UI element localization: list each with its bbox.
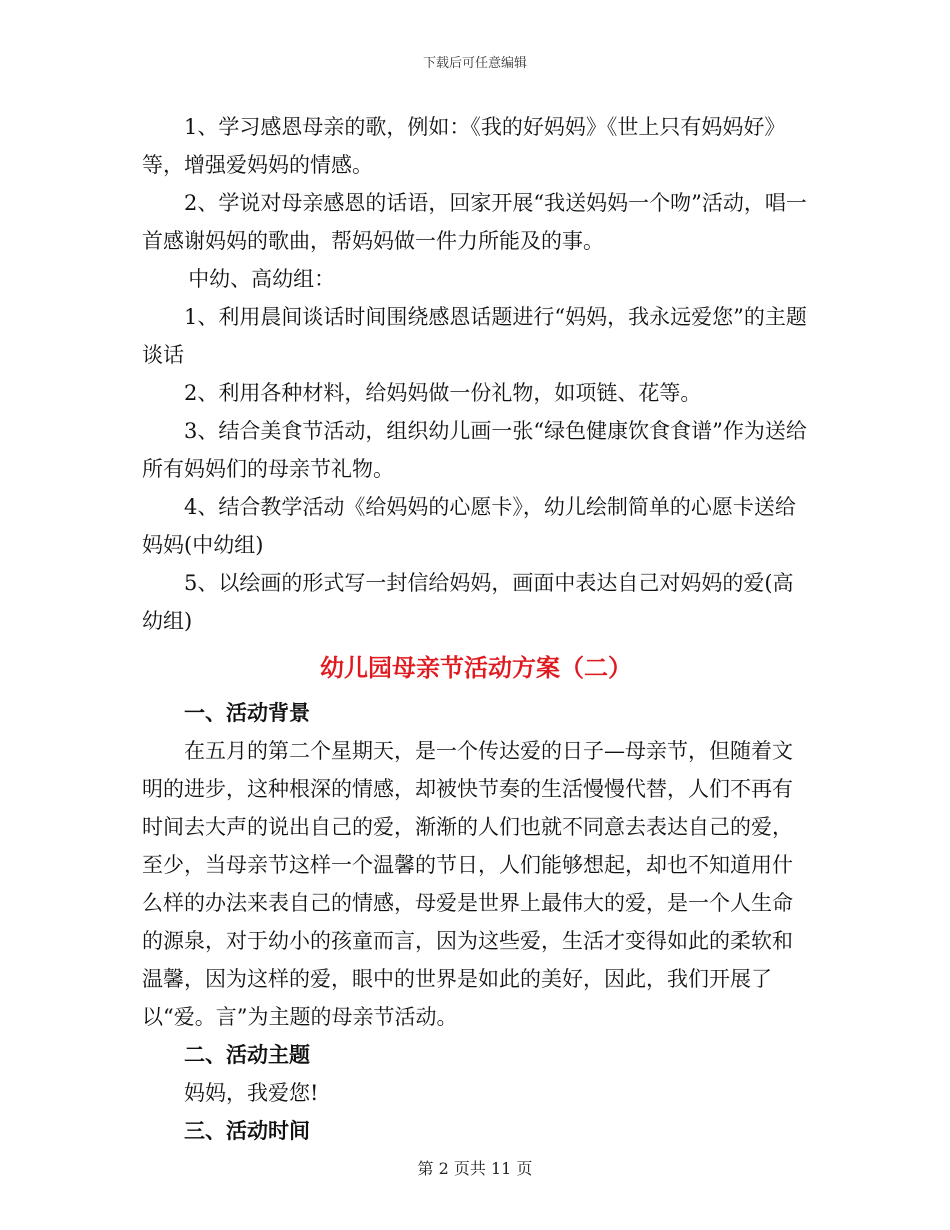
paragraph-talk: 1、利用晨间谈话时间围绕感恩话题进行“妈妈，我永远爱您”的主题谈话 [142, 305, 807, 367]
paragraph-theme: 妈妈，我爱您! [184, 1081, 319, 1105]
paragraph-group-label: 中幼、高幼组： [188, 267, 336, 291]
heading-background: 一、活动背景 [184, 700, 310, 725]
page-number: 第 2 页共 11 页 [417, 1159, 533, 1178]
paragraph-recipe: 3、结合美食节活动，组织幼儿画一张“绿色健康饮食食谱”作为送给所有妈妈们的母亲节礼物。 [142, 419, 807, 481]
heading-time: 三、活动时间 [184, 1118, 310, 1143]
heading-theme: 二、活动主题 [184, 1042, 310, 1067]
page-header: 下载后可任意编辑 [422, 56, 527, 71]
paragraph-gift: 2、利用各种材料，给妈妈做一份礼物，如项链、花等。 [184, 381, 702, 405]
paragraph-song: 1、学习感恩母亲的歌，例如：《我的好妈妈》《世上只有妈妈好》等，增强爱妈妈的情感。 [142, 115, 786, 177]
paragraph-letter: 5、以绘画的形式写一封信给妈妈，画面中表达自己对妈妈的爱(高幼组) [142, 571, 794, 633]
paragraph-background: 在五月的第二个星期天，是一个传达爱的日子—母亲节，但随着文明的进步，这种根深的情感，却被快节奏的生活慢慢代替，人们不再有时间去大声的说出自己的爱，渐渐的人们也就不同意去表达自己的爱，至少，当母亲节这样一个温馨的节日，人们能够想起，却也不知道用什么样的办法来表自己的情感，母爱是世界上最伟大的爱，是一个人生命的源泉，对于幼小的孩童而言，因为这些爱，生活才变得如此的柔软和温馨，因为这样的爱，眼中的世界是如此的美好，因此，我们开展了以“爱。言”为主题的母亲节活动。 [142, 739, 793, 1029]
paragraph-wish-card: 4、结合教学活动《给妈妈的心愿卡》，幼儿绘制简单的心愿卡送给妈妈(中幼组) [142, 495, 796, 557]
document-body [142, 108, 810, 1150]
paragraph-thanks: 2、学说对母亲感恩的话语，回家开展“我送妈妈一个吻”活动，唱一首感谢妈妈的歌曲，帮妈妈做一件力所能及的事。 [142, 191, 807, 253]
section-title: 幼儿园母亲节活动方案（二） [320, 653, 632, 682]
